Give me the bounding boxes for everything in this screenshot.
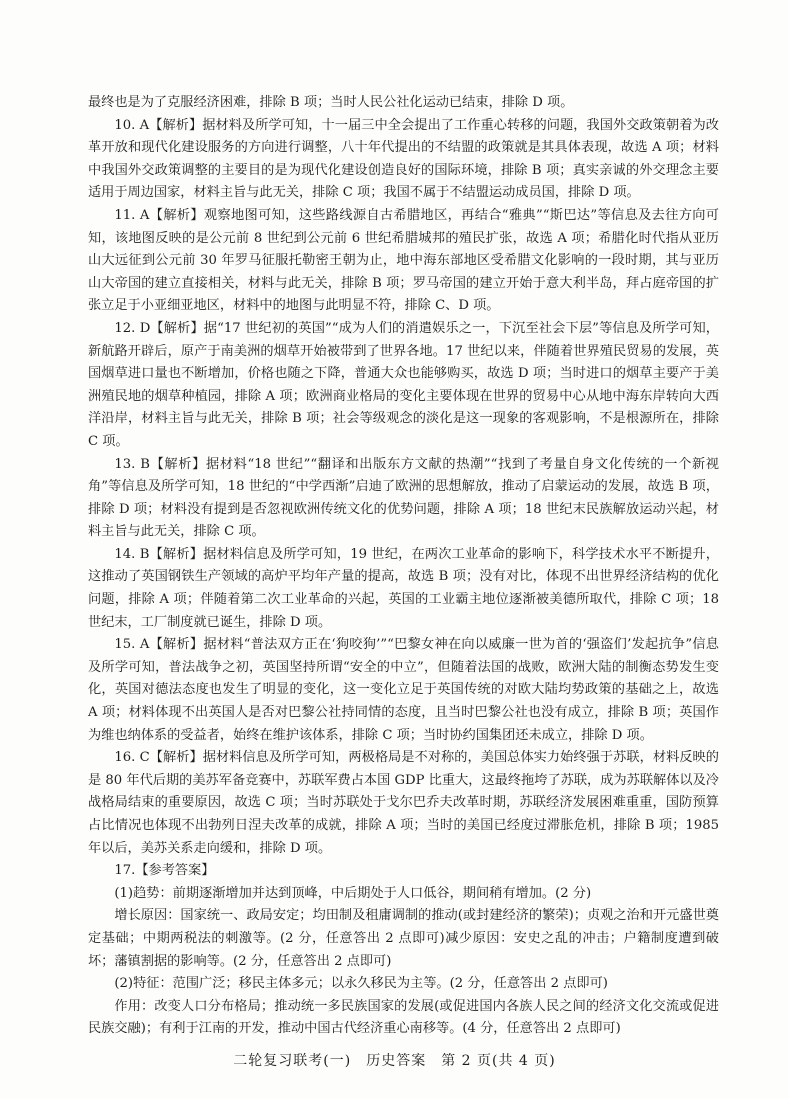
answer-15: 15. A【解析】据材料“普法双方正在‘狗咬狗’”“巴黎女神在向以威廉一世为首的‘强盗们’发起抗争”信息及所学可知，普法战争之初，英国坚持所谓“安全的中立”，但随着法国的战败，欧洲大陆的制衡态势发生变化，英国对德法态度也发生了明显的变化，这一变化立足于英国传统的对欧大陆均势政策的基础之上，故选 A 项；材料体现不出英国人是否对巴黎公社持同情的态度，且当时巴黎公社也没有成立，排除 B 项；英国作为维也纳体系的受益者，始终在维护该体系，排除 C 项；当时协约国集团还未成立，排除 D 项。 bbox=[88, 637, 719, 743]
answer-13: 13. B【解析】据材料“18 世纪”“翻译和出版东方文献的热潮”“找到了考量自身文化传统的一个新视角”等信息及所学可知，18 世纪的“中学西渐”启迪了欧洲的思想解放，推动了启蒙运动的发展，故选 B 项，排除 D 项；材料没有提到是否忽视欧洲传统文化的优势问题，排除 A 项；18 世纪末民族解放运动兴起，材料主旨与此无关，排除 C 项。 bbox=[88, 456, 719, 540]
answer-11: 11. A【解析】观察地图可知，这些路线源自古希腊地区，再结合“雅典”“斯巴达”等信息及去往方向可知，该地图反映的是公元前 8 世纪到公元前 6 世纪希腊城邦的殖民扩张，故选 A 项；希腊化时代指从亚历山大远征到公元前 30 年罗马征服托勒密王朝为止，地中海东部地区受希腊文化影响的一段时期，其与亚历山大帝国的建立直接相关，材料与此无关，排除 B 项；罗马帝国的建立开始于意大利半岛，拜占庭帝国的扩张立足于小亚细亚地区，材料中的地图与此明显不符，排除 C、D 项。 bbox=[88, 207, 719, 314]
answer-17-part1-reasons: 增长原因：国家统一、政局安定；均田制及租庸调制的推动(或封建经济的繁荣)；贞观之治和开元盛世奠定基础；中期两税法的刺激等。(2 分，任意答出 2 点即可)减少原因：安史之乱的冲击；户籍制度遭到破坏；藩镇割据的影响等。(2 分，任意答出 2 点即可) bbox=[88, 908, 719, 969]
answer-12: 12. D【解析】据“17 世纪初的英国”“成为人们的消遣娱乐之一，下沉至社会下层”等信息及所学可知，新航路开辟后，原产于南美洲的烟草开始被带到了世界各地。17 世纪以来，伴随着世界殖民贸易的发展，英国烟草进口量也不断增加，价格也随之下降，普通大众也能够购买，故选 D 项；当时进口的烟草主要产于美洲殖民地的烟草种植园，排除 A 项；欧洲商业格局的变化主要体现在世界的贸易中心从地中海东岸转向大西洋沿岸，材料主旨与此无关，排除 B 项；社会等级观念的淡化是这一现象的客观影响，不是根源所在，排除 C 项。 bbox=[88, 320, 719, 449]
answer-17-part2-effects: 作用：改变人口分布格局；推动统一多民族国家的发展(或促进国内各族人民之间的经济文化交流或促进民族交融)；有利于江南的开发，推动中国古代经济重心南移等。(4 分，任意答出 2 点即可) bbox=[88, 998, 719, 1037]
answer-10: 10. A【解析】据材料及所学可知，十一届三中全会提出了工作重心转移的问题，我国外交政策朝着为改革开放和现代化建设服务的方向进行调整，八十年代提出的不结盟的政策就是其具体表现，故选 A 项；材料中我国外交政策调整的主要目的是为现代化建设创造良好的国际环境，排除 B 项；真实亲诚的外交理念主要适用于周边国家，材料主旨与此无关，排除 C 项；我国不属于不结盟运动成员国，排除 D 项。 bbox=[88, 117, 719, 201]
answer-17-heading: 17.【参考答案】 bbox=[114, 863, 215, 879]
answer-16: 16. C【解析】据材料信息及所学可知，两极格局是不对称的，美国总体实力始终强于苏联，材料反映的是 80 年代后期的美苏军备竞赛中，苏联军费占本国 GDP 比重大，这最终拖垮了苏联，成为苏联解体以及冷战格局结束的重要原因，故选 C 项；当时苏联处于戈尔巴乔夫改革时期，苏联经济发展困难重重，国防预算占比情况也体现不出勃列日涅夫改革的成就，排除 A 项；当时的美国已经度过滞胀危机，排除 B 项；1985 年以后，美苏关系走向缓和，排除 D 项。 bbox=[88, 750, 719, 856]
answer-17-part1-trend: (1)趋势：前期逐渐增加并达到顶峰，中后期处于人口低谷，期间稍有增加。(2 分) bbox=[114, 885, 592, 901]
paragraph-continuation: 最终也是为了克服经济困难，排除 B 项；当时人民公社化运动已结束，排除 D 项。 bbox=[88, 95, 574, 110]
answer-17-part2-features: (2)特征：范围广泛；移民主体多元；以永久移民为主等。(2 分，任意答出 2 点即可) bbox=[114, 976, 608, 992]
page-footer: 二轮复习联考(一) 历史答案 第 2 页(共 4 页) bbox=[233, 1053, 556, 1069]
answer-14: 14. B【解析】据材料信息及所学可知，19 世纪，在两次工业革命的影响下，科学技术水平不断提升，这推动了英国钢铁生产领域的高炉平均年产量的提高，故选 B 项；没有对比，体现不出世界经济结构的优化问题，排除 A 项；伴随着第二次工业革命的兴起，英国的工业霸主地位逐渐被美德所取代，排除 C 项；18 世纪末，工厂制度就已诞生，排除 D 项。 bbox=[88, 546, 719, 630]
